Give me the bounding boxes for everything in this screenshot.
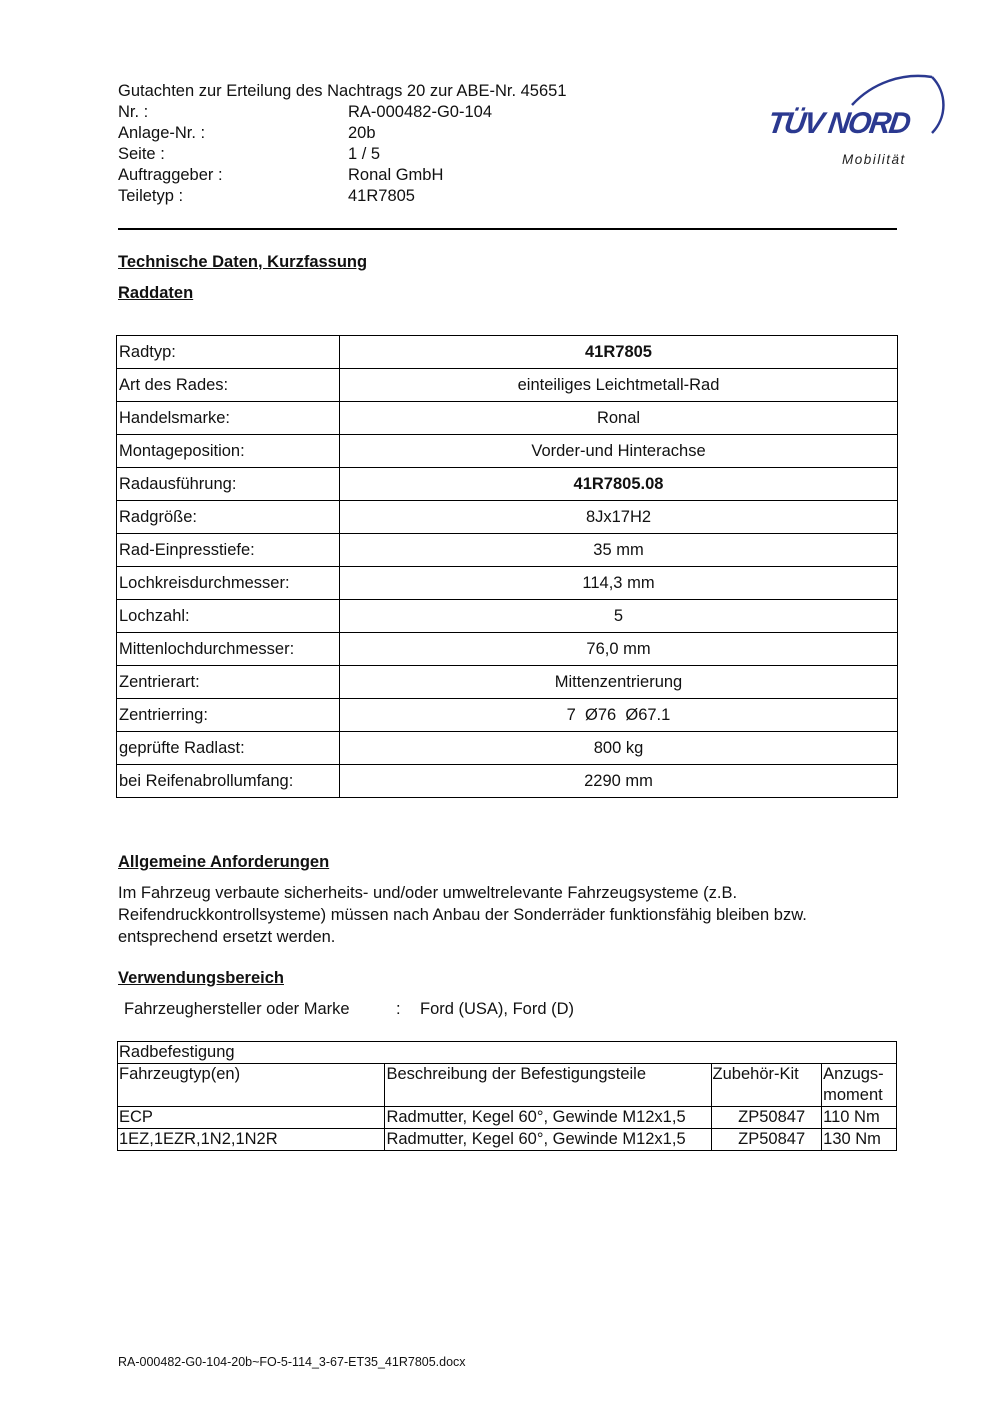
section-heading-tech: Technische Daten, Kurzfassung	[118, 253, 368, 271]
table-row	[117, 666, 898, 699]
row-value: 8Jx17H2	[340, 501, 898, 534]
row-label: Montageposition:	[117, 435, 340, 468]
header-row	[118, 102, 492, 123]
table-row	[117, 435, 898, 468]
usage-colon: :	[396, 1000, 401, 1018]
accessory-kit: ZP50847	[711, 1107, 822, 1129]
row-label: Mittenlochdurchmesser:	[117, 633, 340, 666]
section-heading-raddaten: Raddaten	[118, 284, 194, 302]
row-label: Radausführung:	[117, 468, 340, 501]
header-key: Auftraggeber :	[118, 166, 223, 184]
section-heading-general: Allgemeine Anforderungen	[118, 853, 330, 871]
accessory-kit: ZP50847	[711, 1129, 822, 1151]
section-heading-usage: Verwendungsbereich	[118, 969, 284, 987]
fastener-description: Radmutter, Kegel 60°, Gewinde M12x1,5	[385, 1129, 711, 1151]
header-value: 1 / 5	[348, 145, 381, 163]
header-info	[118, 102, 492, 207]
row-label: Lochkreisdurchmesser:	[117, 567, 340, 600]
column-header: Fahrzeugtyp(en)	[118, 1064, 385, 1107]
row-value: Mittenzentrierung	[340, 666, 898, 699]
header-row	[118, 165, 492, 186]
table-row	[117, 369, 898, 402]
row-label: Radgröße:	[117, 501, 340, 534]
column-header: Beschreibung der Befestigungsteile	[385, 1064, 711, 1107]
row-value: 41R7805	[340, 336, 898, 369]
row-value: Vorder-und Hinterachse	[340, 435, 898, 468]
row-value: 114,3 mm	[340, 567, 898, 600]
footer-filename: RA-000482-G0-104-20b~FO-5-114_3-67-ET35_41R7805.docx	[118, 1355, 466, 1369]
header-key: Nr. :	[118, 103, 149, 121]
table-row	[118, 1107, 897, 1129]
column-header: Zubehör-Kit	[711, 1064, 822, 1107]
row-label: Handelsmarke:	[117, 402, 340, 435]
table-row	[117, 534, 898, 567]
table-row	[117, 633, 898, 666]
table-row	[117, 765, 898, 798]
mounting-title: Radbefestigung	[118, 1042, 897, 1064]
header-value: Ronal GmbH	[348, 166, 444, 184]
header-value: RA-000482-G0-104	[348, 103, 493, 121]
header-divider	[118, 228, 897, 230]
header-row	[118, 123, 492, 144]
header-key: Seite :	[118, 145, 165, 163]
table-header-row	[118, 1064, 897, 1107]
vehicle-type: ECP	[118, 1107, 385, 1129]
row-value: 5	[340, 600, 898, 633]
header-value: 20b	[348, 124, 376, 142]
row-label: Zentrierart:	[117, 666, 340, 699]
header-key: Teiletyp :	[118, 187, 184, 205]
usage-value: Ford (USA), Ford (D)	[420, 1000, 575, 1018]
row-label: Art des Rades:	[117, 369, 340, 402]
row-value: 800 kg	[340, 732, 898, 765]
fastener-description: Radmutter, Kegel 60°, Gewinde M12x1,5	[385, 1107, 711, 1129]
table-row	[117, 336, 898, 369]
column-header: Anzugs-moment	[822, 1064, 897, 1107]
usage-key: Fahrzeughersteller oder Marke	[124, 1000, 350, 1018]
table-row	[117, 402, 898, 435]
document-title: Gutachten zur Erteilung des Nachtrags 20 zur ABE-Nr. 45651	[118, 82, 567, 100]
table-row	[117, 699, 898, 732]
table-row	[117, 600, 898, 633]
row-label: Radtyp:	[117, 336, 340, 369]
logo-brand: TÜV NORD	[765, 107, 912, 140]
vehicle-type: 1EZ,1EZR,1N2,1N2R	[118, 1129, 385, 1151]
row-value: 2290 mm	[340, 765, 898, 798]
row-label: bei Reifenabrollumfang:	[117, 765, 340, 798]
usage-line	[124, 998, 574, 1020]
tuev-nord-logo	[760, 55, 950, 170]
header-row	[118, 186, 492, 207]
row-value: Ronal	[340, 402, 898, 435]
header-key: Anlage-Nr. :	[118, 124, 206, 142]
row-label: Lochzahl:	[117, 600, 340, 633]
header-value: 41R7805	[348, 187, 415, 205]
row-value: einteiliges Leichtmetall-Rad	[340, 369, 898, 402]
row-value: 7 Ø76 Ø67.1	[340, 699, 898, 732]
torque: 130 Nm	[822, 1129, 897, 1151]
row-label: geprüfte Radlast:	[117, 732, 340, 765]
general-requirements-text: Im Fahrzeug verbaute sicherheits- und/oder umweltrelevante Fahrzeugsysteme (z.B. Reifendruckkontrollsysteme) müssen nach Anbau der Sonderräder funktionsfähig bleiben bzw. entsprechend ersetzt werden.	[118, 884, 807, 946]
torque: 110 Nm	[822, 1107, 897, 1129]
wheel-data-table	[116, 335, 898, 798]
table-row	[117, 567, 898, 600]
table-row	[117, 732, 898, 765]
table-title-row	[118, 1042, 897, 1064]
mounting-table	[117, 1041, 897, 1151]
row-label: Zentrierring:	[117, 699, 340, 732]
logo-subtitle: Mobilität	[842, 152, 906, 167]
row-value: 35 mm	[340, 534, 898, 567]
table-row	[117, 501, 898, 534]
table-row	[117, 468, 898, 501]
row-value: 76,0 mm	[340, 633, 898, 666]
table-row	[118, 1129, 897, 1151]
header-row	[118, 144, 492, 165]
row-value: 41R7805.08	[340, 468, 898, 501]
row-label: Rad-Einpresstiefe:	[117, 534, 340, 567]
